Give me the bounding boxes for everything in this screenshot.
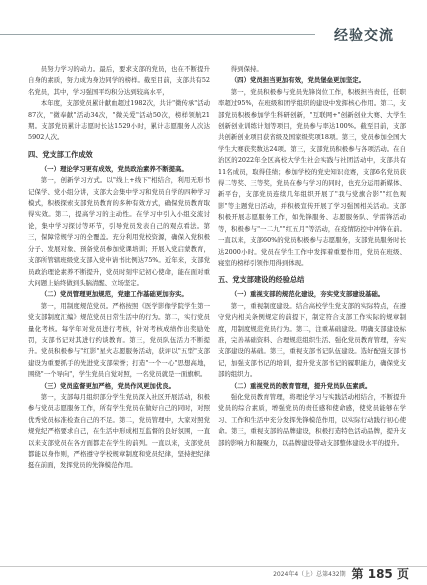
section-heading: 四、党支部工作成效 (28, 149, 93, 159)
section-tag: 经验交流 (334, 28, 394, 44)
page-prefix: 第 (351, 567, 364, 581)
left-column (28, 64, 210, 472)
paragraph: 本年度，支部党员累计献血超过1982次，共计"微传承"活动87次，"微奉献"活动34次，"微关爱"活动50次，榜样领航21期。支部党员累计志愿时长达1529小时，累计志愿服务人次达5902人次。 (28, 99, 210, 142)
issue-info: 2024年4（上）总第432期 (273, 571, 346, 578)
subsection-heading: （三）党员监督更加严格，党员作风更加优良。 (40, 381, 175, 390)
subsection-heading: （一）理论学习更有成效，党员政治素养不断提高。 (40, 164, 188, 173)
paragraph: 第一，重视制度建设。结合高校学生党支部的实际特点，在遵守党内相关条例规定的前提下，制定符合支部工作实际的规章制度，用制度规范党员行为。第二，注重基础建设。明确支部建设标准，完善基础资料、合理规范组织生活、强化党员教育管理，夯实支部建设的基础。第三，重视支部书记队伍建设。选好配强支部书记，加强支部书记的培训，提升党支部书记的履职能力，确保党支部的组织力。 (218, 301, 406, 379)
paragraph: 第一，用制度规范党员。严格按照《医学影像学院学生第一党支部制度汇编》规范党员日常生活中的行为。第二，实行党员量化考核。每学年对党员进行考核，针对考核成绩作出奖励处罚，支部书记对其进行约谈教育。第三，党员队伍活力不断提升。党员积极参与"红影"星火志愿服务活动，获评以"五型"支部建设为重要抓手的先进党支部荣誉；打造"一个一心"思想高地，围绕"一个导向"，学生党员自觉对照，一名党员就是一面旗帜。 (28, 301, 210, 379)
page-number (352, 567, 409, 581)
paragraph: 强化党员教育管理，将理论学习与实践活动相结合，不断提升党员的综合素质，增强党员的责任感和使命感，使党员能够在学习、工作和生活中充分发挥先锋模范作用，以实际行动践行初心使命。第三，重视支部的品牌建设，积极打造特色活动品牌，提升支部的影响力和凝聚力，以品牌建设带动支部整体建设水平的提升。 (218, 392, 406, 447)
subsection-heading: （二）党员管理更加规范，党建工作基础更加夯实。 (40, 290, 188, 299)
paragraph: 第一，支部每月组织部分学生党员深入社区开展活动，积极参与党员志愿服务工作，所有学生党员在做好自己的同时，对照优秀党员标准检查自己的不足。第二，党员管理中，大家对照党规党纪严格要求自己，在生活中形成相互监督的良好氛围，一直以来支部党员在各方面都走在学生的前列。一直以来，支部党员都能以身作则，严格遵守学校规章制度和党员纪律，坚持把纪律挺在前面，发挥党员的先锋模范作用。 (28, 392, 210, 470)
section-heading: 五、党支部建设的经验总结 (218, 275, 305, 285)
paragraph: 得到保持。 (230, 65, 263, 73)
right-column (218, 64, 406, 449)
subsection-heading: （四）党员担当更加有效，党员堡垒更加坚定。 (230, 76, 365, 85)
subsection-heading: （一）重视支部的规范化建设，夯实党支部建设基础。 (230, 290, 385, 299)
page-number-value: 185 (367, 567, 393, 581)
paragraph: 第一，创新学习方式。以"线上+线下"相结合，利用无形书记保学、党小组分讲，支部大会集中学习和党员自学的四种学习模式，积极探索支部党员教育的多种有效方式，确保党员教育取得实效。第二，提高学习的主动性。在学习中引入小组交流讨论，集中学习探讨等环节，引导党员发表自己的观点看法。第三，保障常规学习的全覆盖。充分利用党校资源，确保入党积极分子、发展对象、预备党员参加党课培训；开展入党启蒙教育，支部所管辖班级党支部入党申请书比例达75%。近年来，支部党员政治理论素养不断提升，党员时刻牢记初心使命，能在面对重大问题上始终做到头脑清醒、立场坚定。 (28, 176, 210, 287)
paragraph: 第一，党员积极参与党员先锋岗位工作，积极担当责任，任职率超过95%，在班级和团学组织的建设中发挥核心作用。第二，支部党员积极参加学生科研创新，"互联网+"创新创业大赛、大学生创新创业训练计划等项目，党员参与率达100%。截至目前，支部共创新创业项目获省级及国家级奖项18项。第三，党员参加全国大学生大赛获奖数达24项。第三，支部党员积极参与各项活动。在自治区的2022年全区高校大学生社会实践与社团活动中，支部共有11名成员，取得佳绩；参加学校的党史知识竞赛，支部6名党员获得二等奖、三等奖，党员在参与学习的同时，也充分运用新媒体、新平台，支部党员连续几年组织开展了"我与党旗合影""红色观影"等主题党日活动，并积极宣传开展了学习强国相关活动。支部积极开展志愿服务工作，如先锋服务、志愿服务队、学雷锋活动等，积极参与"一二九""红五月"等活动，在疫情防控中冲锋在前。一直以来，支部60%的党员积极参与志愿服务，支部党员服务时长达2000小时。党员在学生工作中发挥着重要作用，党员在班级、寝室的榜样引领作用得到体现。 (218, 87, 406, 267)
paragraph: 员努力学习的动力。最后，要求支部的党员，也在不断提升自身的素质，努力成为身边同学的榜样。截至目前，支部共有52名党员，其中，学习强国平均积分达到较高水平， (28, 65, 210, 96)
subsection-heading: （二）重视党员的教育管理，提升党员队伍素质。 (230, 381, 372, 390)
page-suffix: 页 (396, 567, 409, 581)
page-footer (273, 568, 409, 581)
header-rule (0, 34, 315, 35)
